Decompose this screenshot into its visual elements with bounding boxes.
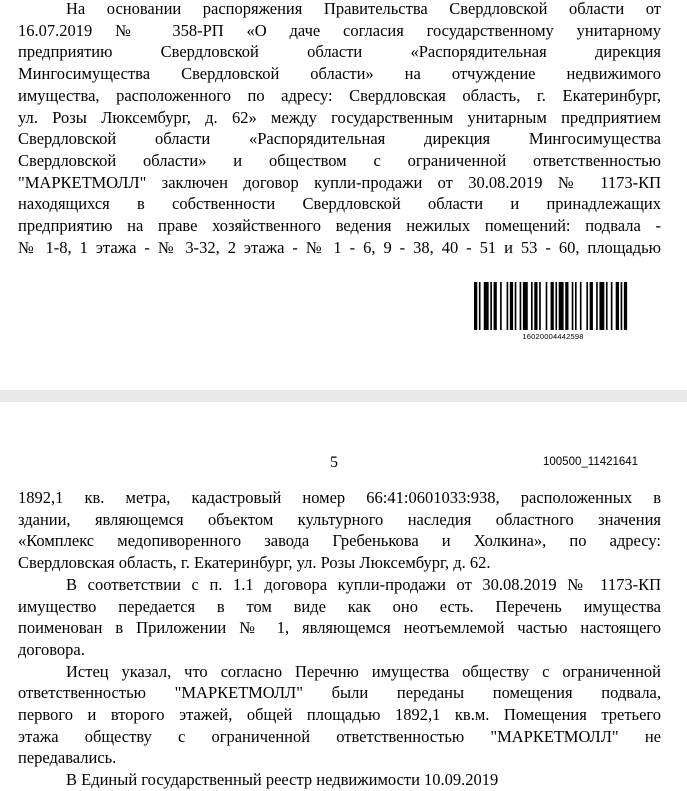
barcode-bar	[586, 282, 588, 330]
top-page-text	[18, 0, 661, 258]
text-line: поименован в Приложении № 1, являющемся неотъемлемой частью настоящего	[18, 618, 661, 638]
page-number: 5	[330, 454, 338, 471]
text-line: № 1-8, 1 этажа - № 3-32, 2 этажа - № 1 - 6, 9 - 38, 40 - 51 и 53 - 60, площадью	[18, 237, 661, 257]
barcode-bar	[624, 282, 627, 330]
barcode-bar	[515, 282, 517, 330]
text-line: имущества, расположенного по адресу: Свердловская область, г. Екатеринбург,	[18, 85, 661, 105]
barcode-bar	[559, 282, 564, 330]
page-separator	[0, 390, 687, 402]
barcode-bar	[523, 282, 528, 330]
text-line: этажа обществу с ограниченной ответственностью "МАРКЕТМОЛЛ" не	[18, 726, 661, 746]
barcode-bar	[555, 282, 557, 330]
barcode-bar	[599, 282, 604, 330]
barcode-bar	[510, 282, 513, 330]
text-line: Истец указал, что согласно Перечню имущества обществу с ограниченной	[66, 661, 661, 681]
barcode-bar	[580, 282, 582, 330]
text-line: В соответствии с п. 1.1 договора купли-продажи от 30.08.2019 № 1173-КП	[66, 574, 661, 594]
text-line: ул. Розы Люксембург, д. 62» между государственным унитарным предприятием	[18, 107, 661, 127]
barcode-bar	[531, 282, 533, 330]
document-code: 100500_11421641	[543, 456, 639, 468]
barcode-bar	[565, 282, 568, 330]
barcode-bar	[479, 282, 481, 330]
barcode-bar	[575, 282, 577, 330]
barcode-number: 16020004442598	[522, 332, 584, 341]
barcode-bar	[572, 282, 574, 330]
barcode-bar	[551, 282, 554, 330]
barcode-bar	[611, 282, 613, 330]
text-line: первого и второго этажей, общей площадью 1892,1 кв.м. Помещения третьего	[18, 705, 661, 725]
text-line: В Единый государственный реестр недвижимости 10.09.2019	[66, 770, 499, 790]
barcode-bar	[484, 282, 489, 330]
text-line: предприятию Свердловской области «Распорядительная дирекция	[18, 42, 661, 62]
barcode-bar	[534, 282, 537, 330]
text-line: находящихся в собственности Свердловской области и принадлежащих	[18, 194, 661, 214]
text-line: «Комплекс медопиворенного завода Гребенькова и Холкина», по адресу:	[18, 531, 661, 551]
text-line: На основании распоряжения Правительства Свердловской области от	[66, 0, 661, 18]
barcode-bar	[621, 282, 623, 330]
document-page-bottom	[0, 402, 687, 790]
barcode-bar	[596, 282, 598, 330]
barcode-bar	[474, 282, 477, 330]
text-line: Свердловская область, г. Екатеринбург, ул. Розы Люксембург, д. 62.	[18, 553, 491, 573]
text-line: предприятию на праве хозяйственного ведения нежилых помещений: подвала -	[18, 216, 661, 236]
barcode-bar	[616, 282, 619, 330]
barcode-bar	[500, 282, 502, 330]
document-page-top	[0, 0, 687, 390]
text-line: ответственностью "МАРКЕТМОЛЛ" были переданы помещения подвала,	[18, 683, 661, 703]
barcode-bar	[539, 282, 541, 330]
barcode-bar	[507, 282, 509, 330]
text-line: Мингосимущества Свердловской области» на отчуждение недвижимого	[18, 64, 661, 84]
barcode-bar	[546, 282, 548, 330]
barcode-bar	[590, 282, 593, 330]
text-line: договора.	[18, 639, 85, 659]
barcode-bar	[606, 282, 608, 330]
barcode-bar	[494, 282, 497, 330]
barcode-image	[474, 282, 632, 330]
text-line: передавались.	[18, 748, 117, 768]
bottom-page-text	[18, 487, 661, 791]
text-line: Свердловской области «Распорядительная дирекция Мингосимущества	[18, 129, 661, 149]
text-line: "МАРКЕТМОЛЛ" заключен договор купли-продажи от 30.08.2019 № 1173-КП	[18, 172, 661, 192]
text-line: 16.07.2019 № 358-РП «О даче согласия государственному унитарному	[18, 20, 661, 40]
text-line: Свердловской области» и обществом с ограниченной ответственностью	[18, 150, 661, 170]
barcode-bar	[490, 282, 492, 330]
text-line: имущество передается в том виде как оно есть. Перечень имущества	[18, 596, 661, 616]
barcode-bar	[520, 282, 522, 330]
text-line: 1892,1 кв. метра, кадастровый номер 66:41:0601033:938, расположенных в	[18, 488, 661, 507]
text-line: здании, являющемся объектом культурного наследия областного значения	[18, 509, 661, 529]
